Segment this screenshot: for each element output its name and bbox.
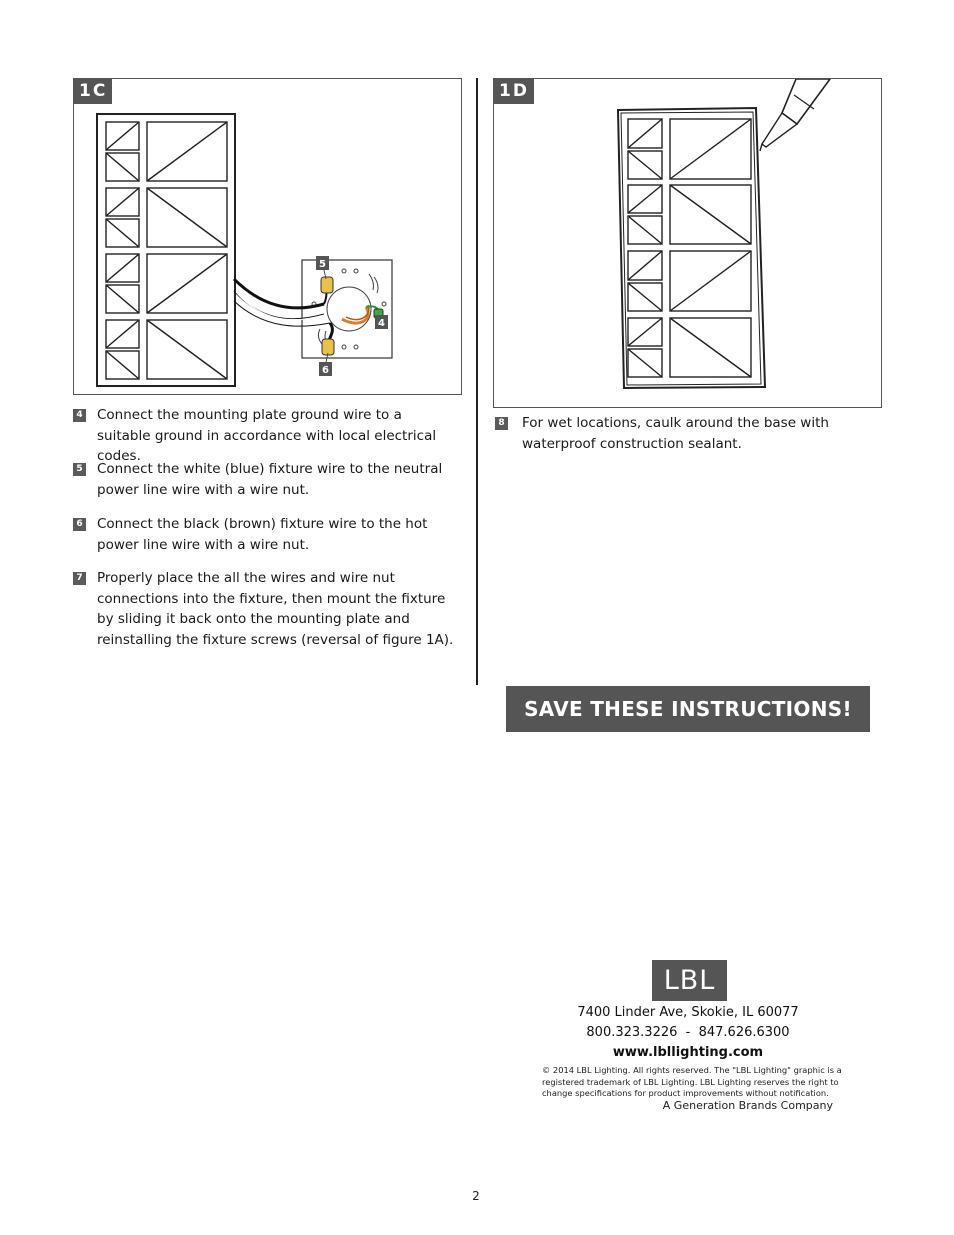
step-text: For wet locations, caulk around the base with waterproof construction sealant.	[522, 415, 829, 452]
step-text: Connect the black (brown) fixture wire to the hot power line wire with a wire nut.	[97, 516, 428, 553]
caulking-illustration	[494, 79, 881, 407]
column-divider	[476, 78, 478, 685]
step-number: 7	[73, 572, 86, 585]
step-8	[495, 413, 840, 454]
step-number: 8	[495, 417, 508, 430]
figure-1c	[73, 78, 462, 395]
lbl-logo: LBL	[652, 960, 727, 1001]
phone-numbers: 800.323.3226 - 847.626.6300	[586, 1025, 790, 1040]
step-text: Properly place the all the wires and wire nut connections into the fixture, then mount the fixture by sliding it back onto the mounting plate and reinstalling the fixture screws (reversal of figure 1A).	[97, 570, 454, 648]
step-text: Connect the white (blue) fixture wire to the neutral power line wire with a wire nut.	[97, 461, 443, 498]
step-number: 5	[73, 463, 86, 476]
address: 7400 Linder Ave, Skokie, IL 60077	[577, 1005, 799, 1020]
figure-label: 1D	[494, 79, 534, 104]
callout-6: 6	[322, 365, 329, 376]
step-5	[73, 459, 458, 500]
page-number: 2	[472, 1189, 480, 1203]
save-instructions-banner: SAVE THESE INSTRUCTIONS!	[506, 686, 870, 732]
callout-5: 5	[319, 259, 326, 270]
step-number: 6	[73, 518, 86, 531]
step-text: Connect the mounting plate ground wire to a suitable ground in accordance with local electrical codes.	[97, 407, 437, 464]
figure-1d	[493, 78, 882, 408]
step-number: 4	[73, 409, 86, 422]
figure-label: 1C	[74, 79, 112, 104]
callout-4: 4	[378, 318, 385, 329]
step-6	[73, 514, 458, 555]
step-7	[73, 568, 458, 650]
copyright-notice: © 2014 LBL Lighting. All rights reserved. The "LBL Lighting" graphic is a registered trademark of LBL Lighting. LBL Lighting reserves the right to change specifications for product improvements without notification.	[542, 1065, 842, 1098]
company-tagline: A Generation Brands Company	[662, 1099, 833, 1112]
wiring-illustration	[74, 79, 461, 394]
step-4	[73, 405, 458, 467]
website-link[interactable]: www.lbllighting.com	[612, 1045, 764, 1060]
